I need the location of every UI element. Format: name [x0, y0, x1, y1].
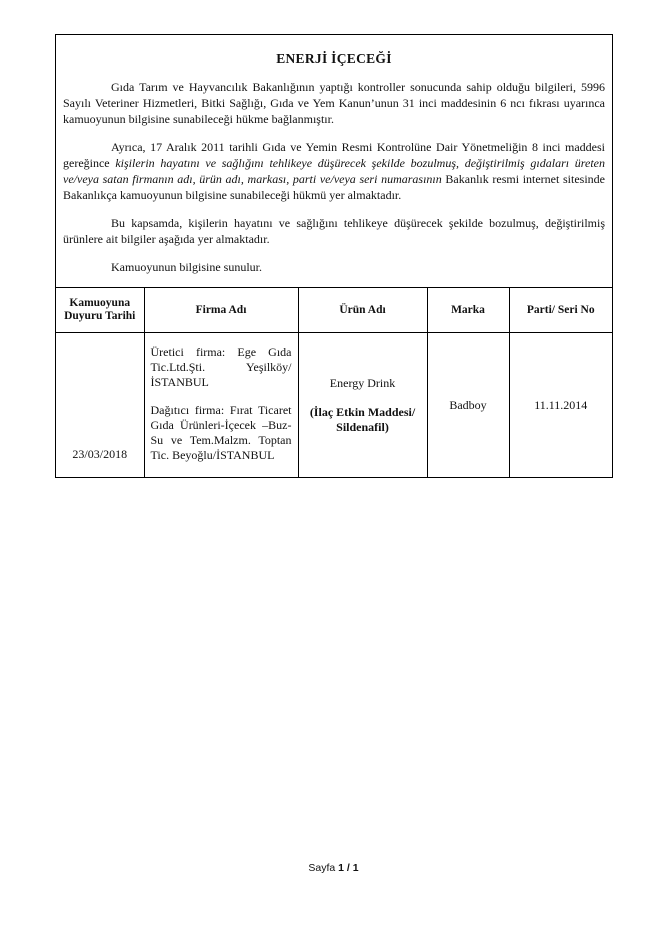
header-lot: Parti/ Seri No: [509, 288, 612, 333]
paragraph-regulation-text-2: Bakanlık resmi internet sitesinde Bakanlıkça kamuoyunun bilgisine sunabileceği hükmü yer almaktadır.: [63, 172, 605, 202]
distributor-firm: Dağıtıcı firma: Fırat Ticaret Gıda Ürünleri-İçecek –Buz- Su ve Tem.Malzm. Toptan Tic. Beyoğlu/İSTANBUL: [150, 403, 292, 462]
cell-product: [298, 333, 427, 478]
product-substance: (İlaç Etkin Maddesi/ Sildenafil): [309, 404, 416, 434]
cell-date: 23/03/2018: [56, 333, 144, 478]
header-date: Kamuoyuna Duyuru Tarihi: [56, 288, 144, 333]
product-name: Energy Drink: [329, 375, 396, 390]
paragraph-regulation-italic: kişilerin hayatını ve sağlığını tehlikeye düşürecek şekilde bozulmuş, değiştirilmiş gıdaları üreten ve/veya satan firmanın adı, ürün adı, markası, parti ve/veya seri numarasının: [63, 156, 605, 186]
footer-label: Sayfa: [308, 862, 336, 874]
notice-intro: [56, 35, 612, 275]
page-title: ENERJİ İÇECEĞİ: [276, 51, 392, 66]
cell-firm: [144, 333, 298, 478]
table-row: [56, 333, 612, 478]
table-header-row: [56, 288, 612, 333]
producer-firm: Üretici firma: Ege Gıda Tic.Ltd.Şti. Yeşilköy/İSTANBUL: [150, 345, 292, 389]
paragraph-regulation: [63, 139, 605, 203]
cell-brand: Badboy: [427, 333, 509, 478]
page-footer: [0, 862, 667, 874]
paragraph-scope: Bu kapsamda, kişilerin hayatını ve sağlığını tehlikeye düşürecek şekilde bozulmuş, değiştirilmiş ürünlere ait bilgiler aşağıda yer almaktadır.: [63, 216, 605, 246]
paragraph-closing: Kamuoyunun bilgisine sunulur.: [111, 260, 262, 274]
header-brand: Marka: [427, 288, 509, 333]
footer-page-number: 1 / 1: [338, 862, 359, 874]
header-product: Ürün Adı: [298, 288, 427, 333]
paragraph-legal-basis: Gıda Tarım ve Hayvancılık Bakanlığının yaptığı kontroller sonucunda sahip olduğu bilgileri, 5996 Sayılı Veteriner Hizmetleri, Bitki Sağlığı, Gıda ve Yem Kanun’unun 31 inci maddesinin 6 ncı fıkrası uyarınca kamuoyunun bilgisine sunabileceği hükme bağlanmıştır.: [63, 80, 605, 126]
product-table: [56, 287, 612, 477]
paragraph-regulation-text-1: Ayrıca, 17 Aralık 2011 tarihli Gıda ve Yemin Resmi Kontrolüne Dair Yönetmeliğin 8 inci maddesi gereğince: [63, 140, 605, 170]
header-firm: Firma Adı: [144, 288, 298, 333]
notice-frame: [55, 34, 613, 478]
cell-lot: 11.11.2014: [509, 333, 612, 478]
